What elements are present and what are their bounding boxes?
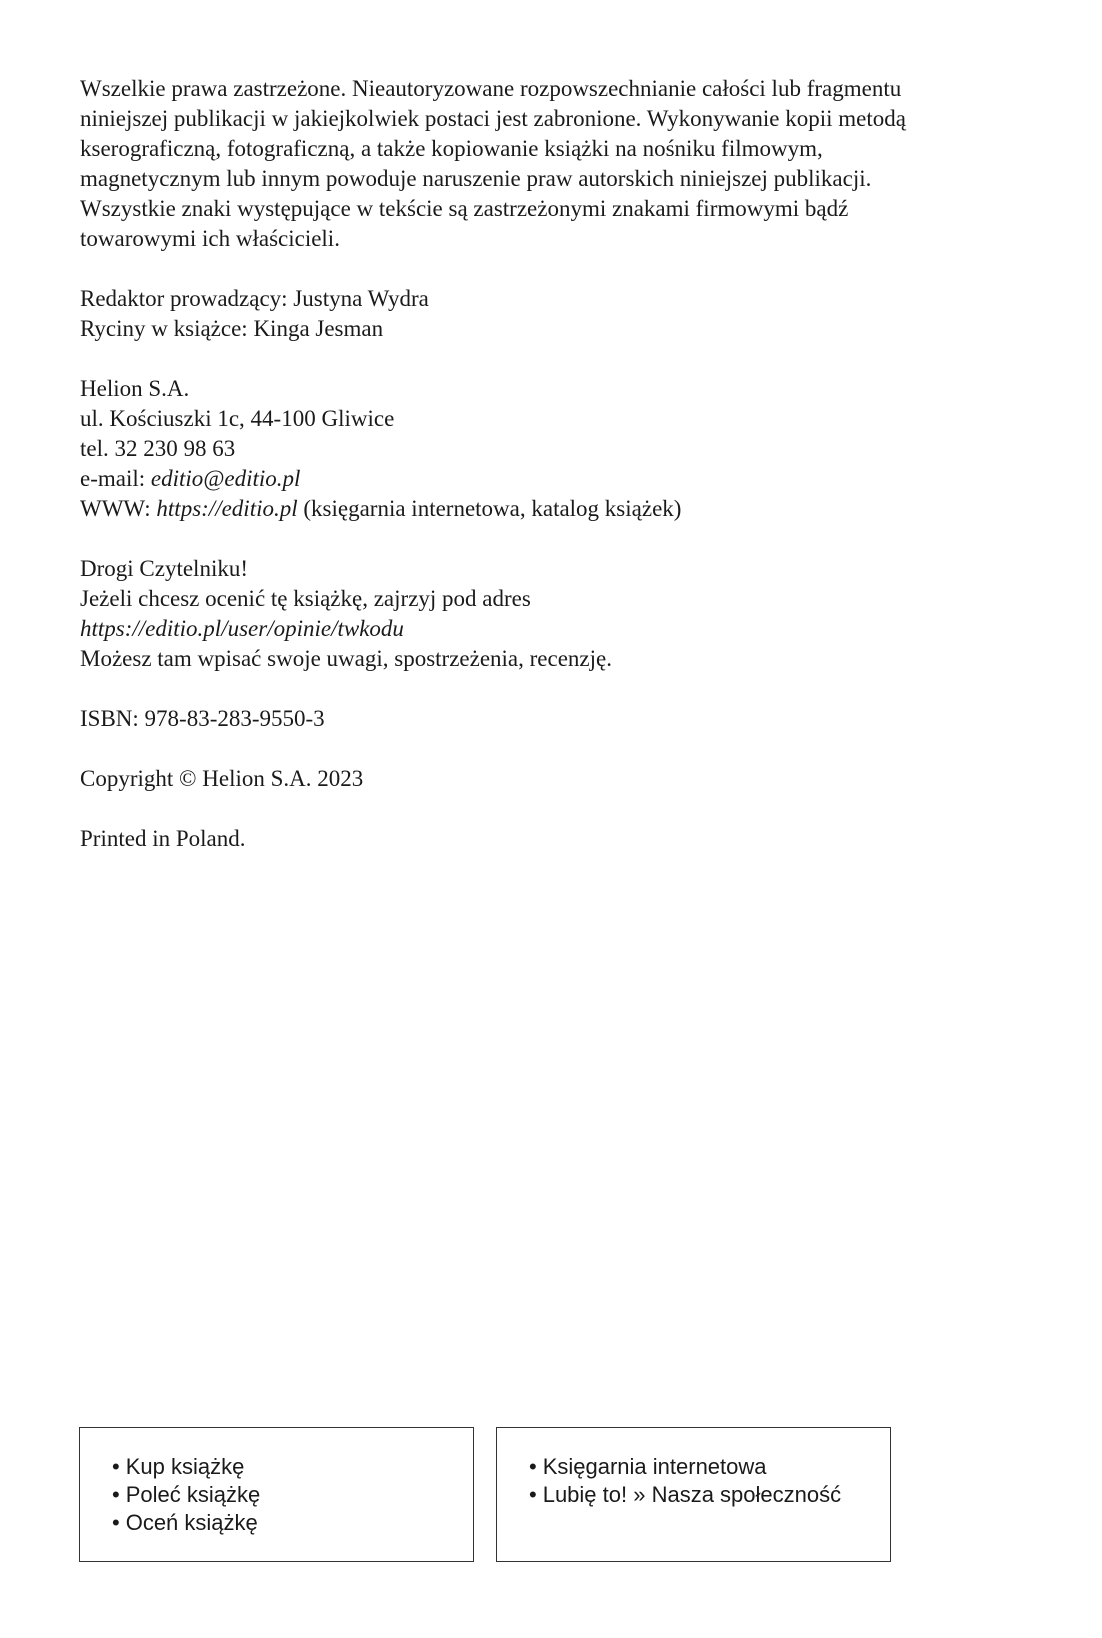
publisher-email-line: [80, 464, 1020, 494]
reader-line: Jeżeli chcesz ocenić tę książkę, zajrzyj pod adres: [80, 586, 531, 611]
bullet-icon: •: [529, 1482, 537, 1507]
notice-line: magnetycznym lub innym powoduje naruszenie praw autorskich niniejszej publikacji.: [80, 166, 872, 191]
bullet-icon: •: [112, 1482, 120, 1507]
link-label: Kup książkę: [125, 1454, 245, 1479]
www-note: (księgarnia internetowa, katalog książek): [297, 496, 682, 521]
isbn-text: ISBN: 978-83-283-9550-3: [80, 706, 325, 731]
bullet-icon: •: [529, 1454, 537, 1479]
copyright-notice: [80, 74, 1020, 254]
review-url-link[interactable]: https://editio.pl/user/opinie/twkodu: [80, 616, 404, 641]
recommend-book-link[interactable]: [112, 1481, 473, 1509]
credits: [80, 284, 1020, 344]
link-label: Lubię to! » Nasza społeczność: [542, 1482, 842, 1507]
publisher-phone: tel. 32 230 98 63: [80, 436, 236, 461]
publisher-address: ul. Kościuszki 1c, 44-100 Gliwice: [80, 406, 395, 431]
copyright-text: Copyright © Helion S.A. 2023: [80, 766, 364, 791]
buy-book-link[interactable]: [112, 1453, 473, 1481]
editor-credit: Redaktor prowadzący: Justyna Wydra: [80, 286, 429, 311]
bullet-icon: •: [112, 1454, 120, 1479]
printed-in: [80, 824, 1020, 854]
publisher-name: Helion S.A.: [80, 376, 190, 401]
email-label: e-mail:: [80, 466, 151, 491]
link-label: Poleć książkę: [125, 1482, 261, 1507]
publisher-info: [80, 374, 1020, 524]
link-label: Księgarnia internetowa: [542, 1454, 767, 1479]
www-label: WWW:: [80, 496, 157, 521]
email-link[interactable]: editio@editio.pl: [150, 466, 301, 491]
notice-line: niniejszej publikacji w jakiejkolwiek postaci jest zabronione. Wykonywanie kopii metodą: [80, 106, 906, 131]
printed-text: Printed in Poland.: [80, 826, 246, 851]
community-link[interactable]: [529, 1481, 890, 1509]
reader-greeting: Drogi Czytelniku!: [80, 556, 248, 581]
bullet-icon: •: [112, 1510, 120, 1535]
publisher-www-line: [80, 494, 1020, 524]
imprint-page: [80, 74, 1020, 884]
reader-line: Możesz tam wpisać swoje uwagi, spostrzeżenia, recenzję.: [80, 646, 612, 671]
book-actions-box: [79, 1427, 474, 1562]
reader-note: [80, 554, 1020, 674]
link-label: Oceń książkę: [125, 1510, 258, 1535]
copyright-line: [80, 764, 1020, 794]
notice-line: Wszystkie znaki występujące w tekście są zastrzeżonymi znakami firmowymi bądź: [80, 196, 849, 221]
isbn: [80, 704, 1020, 734]
notice-line: kserograficzną, fotograficzną, a także kopiowanie książki na nośniku filmowym,: [80, 136, 823, 161]
notice-line: towarowymi ich właścicieli.: [80, 226, 340, 251]
notice-line: Wszelkie prawa zastrzeżone. Nieautoryzowane rozpowszechnianie całości lub fragmentu: [80, 76, 902, 101]
bookstore-link[interactable]: [529, 1453, 890, 1481]
www-link[interactable]: https://editio.pl: [156, 496, 298, 521]
rate-book-link[interactable]: [112, 1509, 473, 1537]
illustrations-credit: Ryciny w książce: Kinga Jesman: [80, 316, 384, 341]
community-links-box: [496, 1427, 891, 1562]
